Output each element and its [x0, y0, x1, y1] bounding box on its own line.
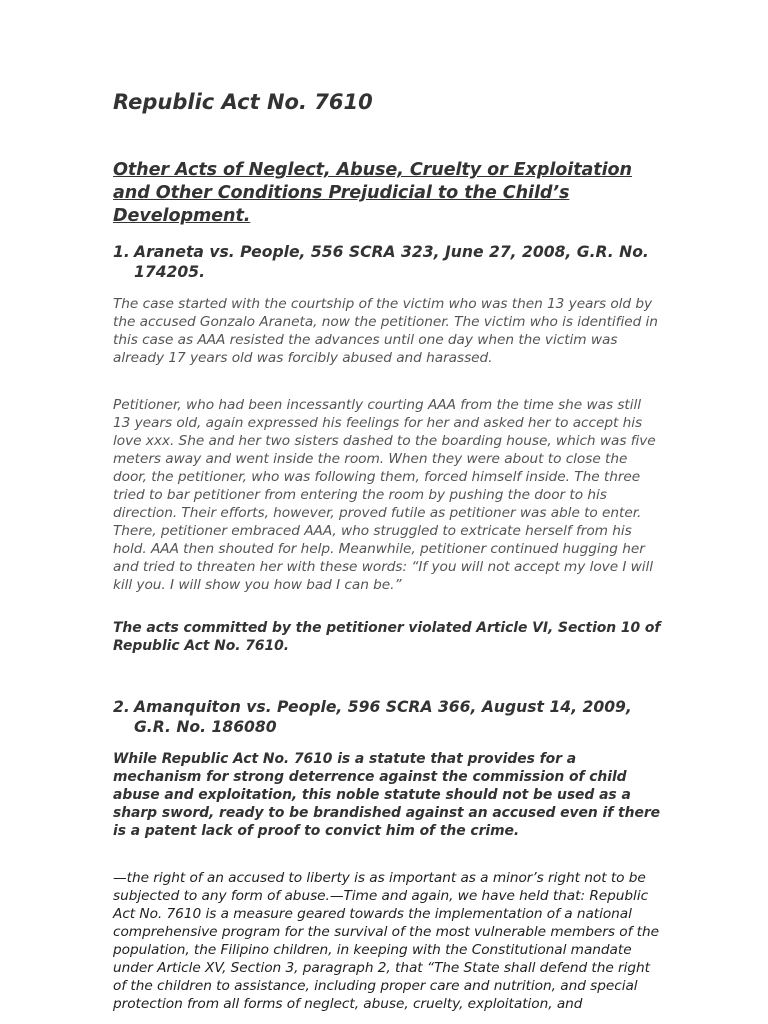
case-heading-2: [113, 697, 653, 737]
case-number: 2.: [113, 698, 130, 716]
case-title: Amanquiton vs. People, 596 SCRA 366, August 14, 2009, G.R. No. 186080: [134, 698, 632, 736]
case-1-ruling: The acts committed by the petitioner violated Article VI, Section 10 of Republic Act No. 7610.: [113, 620, 661, 654]
case-title: Araneta vs. People, 556 SCRA 323, June 27, 2008, G.R. No. 174205.: [134, 243, 649, 281]
case-1-paragraph-1: The case started with the courtship of the victim who was then 13 years old by the accused Gonzalo Araneta, now the petitioner. The victim who is identified in this case as AAA resisted the advances until one day when the victim was already 17 years old was forcibly abused and harassed.: [113, 296, 658, 366]
document-title: Republic Act No. 7610: [113, 90, 373, 114]
case-heading-1: [113, 242, 653, 282]
case-2-doctrine: While Republic Act No. 7610 is a statute that provides for a mechanism for strong deterrence against the commission of child abuse and exploitation, this noble statute should not be used as a sharp sword, ready to be brandished against an accused even if there is a patent lack of proof to convict him of the crime.: [113, 751, 660, 839]
case-2-paragraph-2: —the right of an accused to liberty is as important as a minor’s right not to be subjected to any form of abuse.—Time and again, we have held that: Republic Act No. 7610 is a measure geared towards the implementation of a national comprehensive program for the survival of the most vulnerable members of the population, the Filipino children, in keeping with the Constitutional mandate under Article XV, Section 3, paragraph 2, that “The State shall defend the right of the children to assistance, including proper care and nutrition, and special protection from all forms of neglect, abuse, cruelty, exploitation, and: [113, 870, 659, 1012]
case-number: 1.: [113, 243, 130, 261]
section-heading: Other Acts of Neglect, Abuse, Cruelty or Exploitation and Other Conditions Prejudicial to the Child’s Development.: [113, 160, 632, 226]
case-1-paragraph-2: Petitioner, who had been incessantly courting AAA from the time she was still 13 years old, again expressed his feelings for her and asked her to accept his love xxx. She and her two sisters dashed to the boarding house, which was five meters away and went inside the room. When they were about to close the door, the petitioner, who was following them, forced himself inside. The three tried to bar petitioner from entering the room by pushing the door to his direction. Their efforts, however, proved futile as petitioner was able to enter. There, petitioner embraced AAA, who struggled to extricate herself from his hold. AAA then shouted for help. Meanwhile, petitioner continued hugging her and tried to threaten her with these words: “If you will not accept my love I will kill you. I will show you how bad I can be.”: [113, 397, 656, 593]
